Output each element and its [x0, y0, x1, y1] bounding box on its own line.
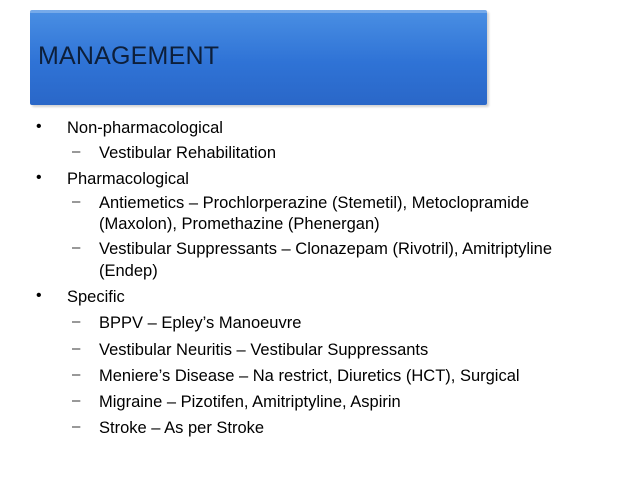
list-item: Pharmacological: [67, 170, 189, 188]
sub-list-item: Vestibular Rehabilitation: [99, 144, 277, 162]
list-item: Non-pharmacological: [67, 119, 223, 137]
dash-icon: –: [72, 418, 81, 435]
dash-icon: –: [72, 392, 81, 409]
bullet-icon: •: [36, 118, 42, 135]
bullet-icon: •: [36, 169, 42, 186]
dash-icon: –: [72, 143, 81, 160]
sub-list-item-continuation: (Endep): [99, 262, 158, 280]
sub-list-item: Antiemetics – Prochlorperazine (Stemetil), Metoclopramide: [99, 194, 530, 212]
dash-icon: –: [72, 313, 81, 330]
sub-list-item: Migraine – Pizotifen, Amitriptyline, Aspirin: [99, 393, 401, 411]
list-item: Specific: [67, 288, 125, 306]
dash-icon: –: [72, 340, 81, 357]
bullet-icon: •: [36, 287, 42, 304]
dash-icon: –: [72, 239, 81, 256]
sub-list-item: BPPV – Epley’s Manoeuvre: [99, 314, 302, 332]
sub-list-item: Meniere’s Disease – Na restrict, Diuretics (HCT), Surgical: [99, 367, 520, 385]
sub-list-item-continuation: (Maxolon), Promethazine (Phenergan): [99, 215, 380, 233]
dash-icon: –: [72, 193, 81, 210]
sub-list-item: Vestibular Neuritis – Vestibular Suppressants: [99, 341, 429, 359]
sub-list-item: Vestibular Suppressants – Clonazepam (Rivotril), Amitriptyline: [99, 240, 553, 258]
dash-icon: –: [72, 366, 81, 383]
slide-title: MANAGEMENT: [38, 42, 220, 70]
sub-list-item: Stroke – As per Stroke: [99, 419, 265, 437]
